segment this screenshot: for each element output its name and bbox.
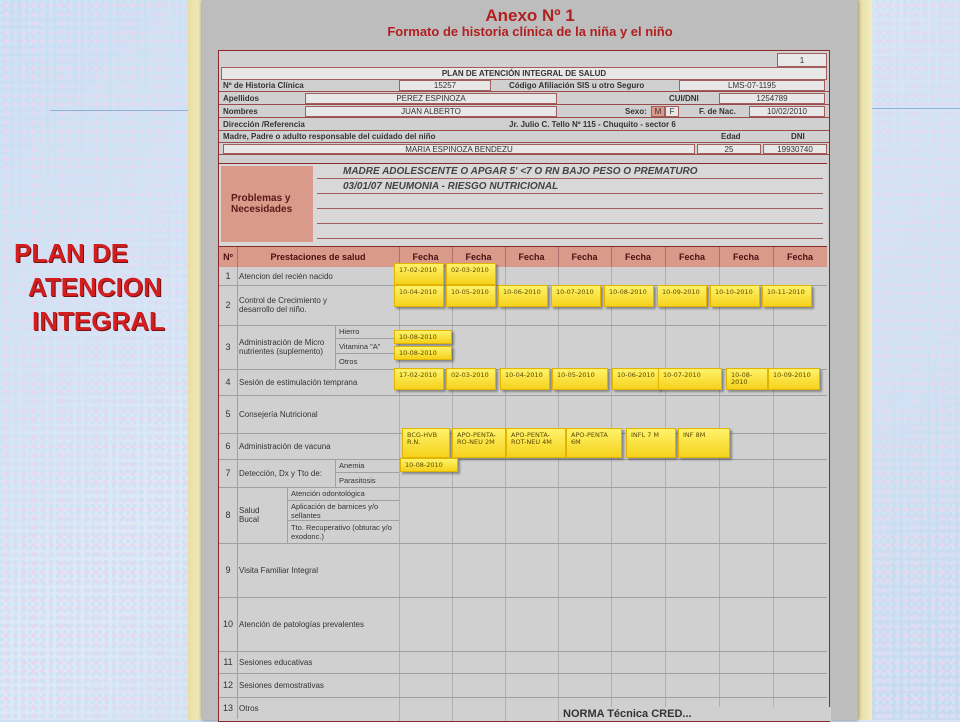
sexo-m: M bbox=[651, 106, 665, 117]
sticky-note-r1: 02-03-2010 bbox=[446, 263, 496, 285]
row-number: 10 bbox=[219, 597, 238, 651]
decorative-line-right bbox=[860, 108, 960, 109]
sis-label: Código Afiliación SIS u otro Seguro bbox=[509, 80, 645, 90]
sub-otros: Otros bbox=[335, 354, 399, 369]
sticky-note-vaccine: INFL 7 M bbox=[626, 428, 676, 458]
row-number: 13 bbox=[219, 697, 238, 719]
problem-line-3 bbox=[317, 196, 823, 209]
row-label: Sesiones demostrativas bbox=[239, 680, 324, 690]
nombres-value: JUAN ALBERTO bbox=[305, 106, 557, 117]
fnac-label: F. de Nac. bbox=[699, 106, 736, 116]
table-row bbox=[219, 651, 827, 674]
row-apellidos bbox=[219, 92, 829, 105]
row-label: Administración de vacuna bbox=[239, 441, 331, 451]
table-row bbox=[219, 487, 827, 544]
row-number: 5 bbox=[219, 395, 238, 433]
yellow-strip-right bbox=[858, 0, 872, 720]
sticky-note-r2: 10-09-2010 bbox=[657, 285, 707, 307]
page-number: 1 bbox=[777, 53, 827, 67]
yellow-strip-left bbox=[188, 0, 202, 720]
sticky-note-r3: 10-08-2010 bbox=[394, 346, 452, 360]
sub-vitamina-a: Vitamina "A" bbox=[335, 339, 399, 354]
row-number: 4 bbox=[219, 369, 238, 395]
row-number: 6 bbox=[219, 433, 238, 459]
sticky-note-r4: 10-09-2010 bbox=[768, 368, 820, 390]
sticky-note-vaccine: APO-PENTA-ROT-NEU 4M bbox=[506, 428, 566, 458]
nombres-label: Nombres bbox=[223, 106, 258, 116]
row-number: 1 bbox=[219, 267, 238, 285]
row-number: 2 bbox=[219, 285, 238, 325]
header-fecha: Fecha bbox=[399, 247, 453, 267]
row-label: Sesiones educativas bbox=[239, 657, 313, 667]
hc-label: Nº de Historia Clínica bbox=[223, 80, 304, 90]
row-label: Visita Familiar Integral bbox=[239, 565, 318, 575]
sticky-note-vaccine: APO-PENTA-RO-NEU 2M bbox=[452, 428, 506, 458]
row-number: 3 bbox=[219, 325, 238, 369]
sis-value: LMS-07-1195 bbox=[679, 80, 825, 91]
edad-label: Edad bbox=[721, 132, 741, 141]
slide-title-line-2: ATENCION bbox=[28, 272, 162, 302]
sticky-note-r2: 10-11-2010 bbox=[762, 285, 812, 307]
cui-value: 1254789 bbox=[719, 93, 825, 104]
sexo-f: F bbox=[665, 106, 679, 117]
sticky-note-r4: 10-06-2010 bbox=[612, 368, 660, 390]
table-row bbox=[219, 673, 827, 698]
sub-parasitosis: Parasitosis bbox=[335, 473, 399, 487]
problem-line-1: MADRE ADOLESCENTE O APGAR 5' <7 O RN BAJO PESO O PREMATURO bbox=[317, 166, 823, 179]
sticky-note-r2: 10-04-2010 bbox=[394, 285, 444, 307]
row-label: Control de Crecimiento y desarrollo del niño. bbox=[239, 296, 328, 314]
slide-title-line-1: PLAN DE bbox=[14, 238, 129, 268]
row-madre-label bbox=[219, 131, 829, 143]
sticky-note-r2: 10-05-2010 bbox=[446, 285, 496, 307]
sticky-note-r7: 10-08-2010 bbox=[400, 458, 458, 472]
sticky-note-r2: 10-06-2010 bbox=[498, 285, 548, 307]
row-label: Atención de patologías prevalentes bbox=[239, 619, 364, 629]
problem-line-2: 03/01/07 NEUMONIA - RIESGO NUTRICIONAL bbox=[317, 181, 823, 194]
sub-anemia: Anemia bbox=[335, 459, 399, 473]
row-number: 12 bbox=[219, 673, 238, 697]
sticky-note-r4: 17-02-2010 bbox=[394, 368, 444, 390]
header-fecha: Fecha bbox=[452, 247, 506, 267]
header-prestaciones: Prestaciones de salud bbox=[237, 247, 400, 267]
row-label: Consejería Nutricional bbox=[239, 409, 318, 419]
header-fecha: Fecha bbox=[719, 247, 774, 267]
problem-line-4 bbox=[317, 211, 823, 224]
row-label: Sesión de estimulación temprana bbox=[239, 377, 358, 387]
sub-hierro: Hierro bbox=[335, 325, 399, 339]
sub-barnices: Aplicación de barnices y/o sellantes bbox=[287, 501, 399, 521]
header-num: Nº bbox=[219, 247, 238, 267]
decorative-line-left bbox=[50, 110, 200, 111]
footer-note: NORMA Técnica CRED... bbox=[559, 707, 831, 721]
apellidos-value: PEREZ ESPINOZA bbox=[305, 93, 557, 104]
sticky-note-r2: 10-10-2010 bbox=[710, 285, 760, 307]
direccion-label: Dirección /Referencia bbox=[223, 119, 305, 129]
problems-section bbox=[219, 163, 827, 247]
row-number: 11 bbox=[219, 651, 238, 673]
row-direccion bbox=[219, 118, 829, 131]
table-row bbox=[219, 459, 827, 488]
edad-value: 25 bbox=[697, 144, 761, 154]
row-number: 8 bbox=[219, 487, 238, 543]
row-label: Administración de Micro nutrientes (suplemento) bbox=[239, 338, 325, 356]
header-fecha: Fecha bbox=[611, 247, 666, 267]
sticky-note-r2: 10-08-2010 bbox=[604, 285, 654, 307]
row-nombres bbox=[219, 105, 829, 118]
sticky-note-r3: 10-08-2010 bbox=[394, 330, 452, 344]
sub-atencion-odontologica: Atención odontológica bbox=[287, 487, 399, 501]
sticky-note-r2: 10-07-2010 bbox=[551, 285, 601, 307]
sticky-note-r4: 10-07-2010 bbox=[658, 368, 722, 390]
fnac-value: 10/02/2010 bbox=[749, 106, 825, 117]
header-fecha: Fecha bbox=[505, 247, 559, 267]
dni-label: DNI bbox=[791, 132, 805, 141]
table-row bbox=[219, 325, 827, 370]
sticky-note-vaccine: BCG-HVB R.N. bbox=[402, 428, 450, 458]
problems-label: Problemas y Necesidades bbox=[221, 166, 313, 242]
annex-title: Anexo Nº 1 bbox=[485, 6, 575, 25]
row-label: Atencion del recién nacido bbox=[239, 271, 333, 281]
row-madre-value bbox=[219, 143, 829, 155]
row-label: Salud Bucal bbox=[239, 506, 260, 524]
problem-line-5 bbox=[317, 226, 823, 239]
sticky-note-r4: 10-05-2010 bbox=[552, 368, 608, 390]
table-row bbox=[219, 597, 827, 652]
sub-tto-recuperativo: Tto. Recuperativo (obturac y/o exodonc.) bbox=[287, 521, 399, 543]
direccion-value: Jr. Julio C. Tello Nº 115 - Chuquito - sector 6 bbox=[509, 119, 676, 129]
apellidos-label: Apellidos bbox=[223, 93, 260, 103]
slide-title bbox=[10, 236, 190, 338]
sexo-label: Sexo: bbox=[625, 106, 647, 116]
plan-title: PLAN DE ATENCIÓN INTEGRAL DE SALUD bbox=[221, 67, 827, 80]
table-row bbox=[219, 267, 827, 286]
table-row bbox=[219, 543, 827, 598]
slide-title-line-3: INTEGRAL bbox=[32, 306, 165, 336]
sticky-note-r4: 10-04-2010 bbox=[500, 368, 550, 390]
sticky-note-r1: 17-02-2010 bbox=[394, 263, 444, 285]
sticky-note-vaccine: INF 8M bbox=[678, 428, 730, 458]
header-fecha: Fecha bbox=[665, 247, 720, 267]
dni-value: 19930740 bbox=[763, 144, 827, 154]
cui-label: CUI/DNI bbox=[669, 93, 699, 103]
header-fecha: Fecha bbox=[558, 247, 612, 267]
madre-label: Madre, Padre o adulto responsable del cuidado del niño bbox=[223, 132, 436, 141]
sticky-note-r4: 02-03-2010 bbox=[446, 368, 496, 390]
row-label: Otros bbox=[239, 703, 259, 713]
document-image bbox=[202, 0, 858, 720]
madre-value: MARIA ESPINOZA BENDEZU bbox=[223, 144, 695, 154]
row-label: Detección, Dx y Tto de: bbox=[239, 468, 322, 478]
header-fecha: Fecha bbox=[786, 252, 813, 262]
table-header bbox=[219, 247, 827, 267]
sticky-note-r4: 10-08-2010 bbox=[726, 368, 768, 390]
row-number: 7 bbox=[219, 459, 238, 487]
hc-value: 15257 bbox=[399, 80, 491, 91]
sticky-note-vaccine: APO-PENTA 6M bbox=[566, 428, 622, 458]
row-number: 9 bbox=[219, 543, 238, 597]
annex-subtitle: Formato de historia clínica de la niña y el niño bbox=[387, 24, 673, 39]
row-hc bbox=[219, 79, 829, 92]
